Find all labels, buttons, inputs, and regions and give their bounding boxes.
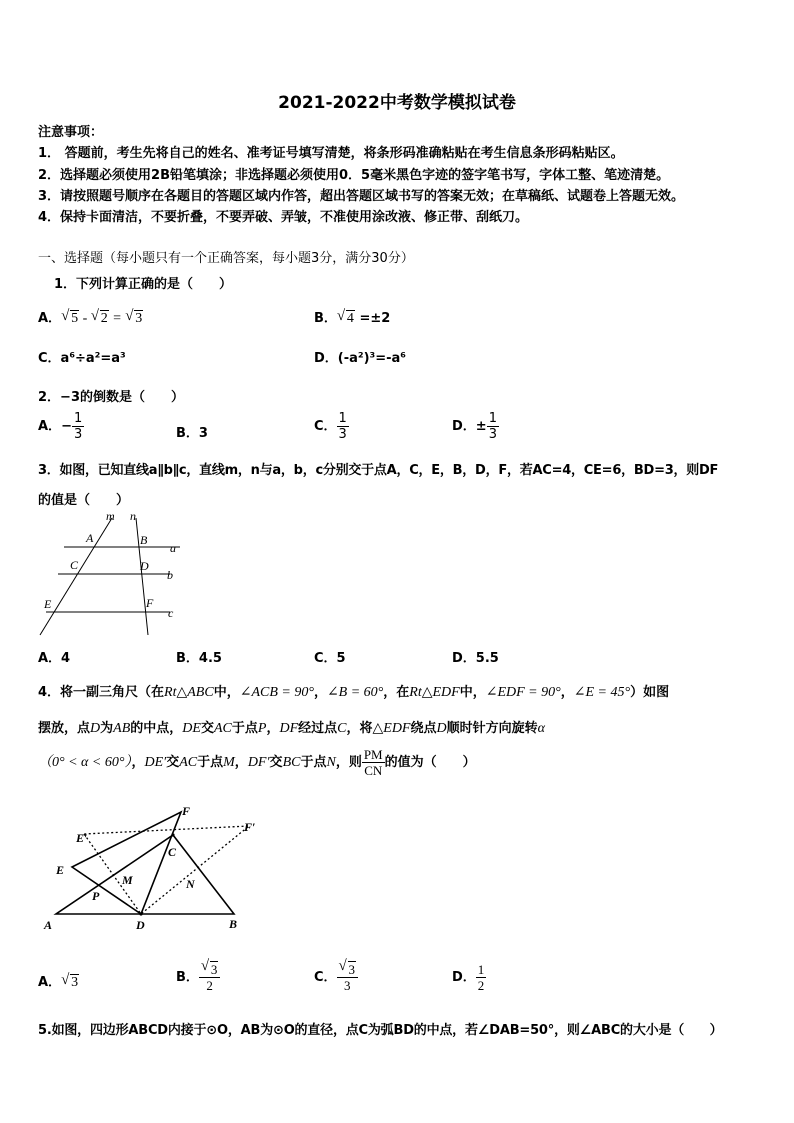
question-3-option-d: D．5.5 — [452, 651, 499, 666]
label-E: E — [44, 597, 52, 611]
question-4-stem-line3: （0° < α < 60°），DE′交AC于点M，DF′交BC于点N，则 $\frac{PM}{CN}$ 的值为（ ） — [38, 747, 476, 778]
label-m: m — [106, 509, 115, 523]
question-1-option-a: A．√ 5 - √ 2 = √ 3 — [38, 307, 143, 327]
question-1-stem: 1．下列计算正确的是（ ） — [54, 277, 233, 292]
question-2-option-c: C． $\frac{1}{3}$ — [314, 411, 347, 442]
label-n: n — [130, 509, 136, 523]
notice-item-3: 3．请按照题号顺序在各题目的答题区域内作答，超出答题区域书写的答案无效；在草稿纸、试题卷上答题无效。 — [38, 189, 685, 204]
notice-heading: 注意事项： — [38, 125, 104, 140]
notice-item-2: 2．选择题必须使用2B铅笔填涂；非选择题必须使用0．5毫米黑色字迹的签字笔书写，字体工整、笔迹清楚。 — [38, 168, 670, 183]
label-D: D — [136, 918, 145, 932]
question-5-stem: 5.如图，四边形ABCD内接于⊙O，AB为⊙O的直径，点C为弧BD的中点，若∠DAB=50°，则∠ABC的大小是（ ） — [38, 1023, 723, 1038]
label-C: C — [168, 845, 177, 859]
question-2-option-a: A．− $\frac{1}{3}$ — [38, 411, 83, 442]
point-C — [171, 833, 174, 836]
line-m — [40, 518, 112, 635]
question-3-option-b: B．4.5 — [176, 651, 222, 666]
page-title: 2021-2022中考数学模拟试卷 — [278, 93, 516, 113]
question-3-stem-line2: 的值是（ ） — [38, 493, 130, 508]
label-P: P — [92, 889, 100, 903]
question-3-option-c: C．5 — [314, 651, 346, 666]
label-F: F — [182, 804, 191, 818]
notice-item-1: 1． 答题前，考生先将自己的姓名、准考证号填写清楚，将条形码准确粘贴在考生信息条形码粘贴区。 — [38, 146, 624, 161]
label-F: F — [146, 596, 154, 610]
section-heading: 一、选择题（每小题只有一个正确答案，每小题3分，满分30分） — [38, 251, 414, 266]
question-3-figure — [36, 508, 186, 640]
question-2-stem: 2．−3的倒数是（ ） — [38, 390, 184, 405]
question-4-stem-line1: 4．将一副三角尺（在Rt△ABC中，∠ACB = 90°，∠B = 60°，在Rt△EDF中，∠EDF = 90°，∠E = 45°）如图 — [38, 685, 670, 700]
label-B: B — [229, 917, 238, 931]
question-1-option-b: B．√ 4 =±2 — [314, 307, 390, 327]
question-4-option-d: D． $\frac{1}{2}$ — [452, 962, 485, 993]
label-F-prime: F′ — [244, 820, 256, 834]
label-A: A — [86, 531, 94, 545]
question-4-option-c: C． √ $\frac{3}{3}$ — [314, 962, 358, 993]
question-1-option-c: C．a⁶÷a²=a³ — [38, 351, 126, 366]
question-4-option-a: A．√ 3 — [38, 971, 79, 991]
question-4-stem-line2: 摆放，点D为AB的中点，DE交AC于点P，DF经过点C，将△EDF绕点D顺时针方向旋转α — [38, 721, 545, 736]
question-4-figure — [36, 802, 272, 934]
label-E: E — [56, 863, 65, 877]
question-2-option-d: D．± $\frac{1}{3}$ — [452, 411, 497, 442]
label-A: A — [44, 918, 53, 932]
label-N: N — [186, 877, 195, 891]
notice-item-4: 4．保持卡面清洁，不要折叠，不要弄破、弄皱，不准使用涂改液、修正带、刮纸刀。 — [38, 210, 529, 225]
triangle-edf — [72, 812, 181, 914]
point-D — [139, 912, 142, 915]
label-a: a — [170, 541, 176, 555]
label-B: B — [140, 533, 148, 547]
label-D: D — [140, 559, 149, 573]
question-3-stem-line1: 3．如图，已知直线a∥b∥c，直线m，n与a，b，c分别交于点A，C，E，B，D，F，若AC=4，CE=6，BD=3，则DF — [38, 463, 719, 478]
label-C: C — [70, 558, 79, 572]
question-4-option-b: B． √ $\frac{3}{2}$ — [176, 962, 220, 993]
label-M: M — [122, 873, 133, 887]
question-2-option-b: B．3 — [176, 426, 208, 441]
question-1-option-d: D．(-a²)³=-a⁶ — [314, 351, 406, 366]
label-c: c — [168, 606, 174, 620]
question-3-option-a: A．4 — [38, 651, 71, 666]
label-b: b — [167, 568, 173, 582]
label-E-prime: E′ — [76, 831, 88, 845]
